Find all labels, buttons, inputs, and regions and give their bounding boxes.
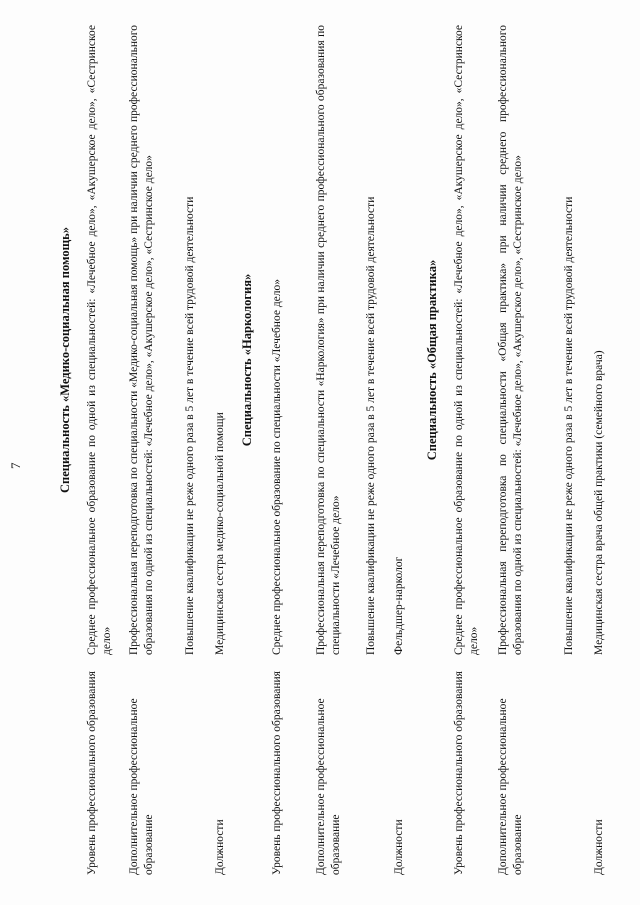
- row-text-education-level: Среднее профессиональное образование по одной из специальностей: «Лечебное дело», «Акушерское дело», «Сестринское дело»: [453, 25, 480, 655]
- row-text-qualification: Повышение квалификации не реже одного раза в 5 лет в течение всей трудовой деятельности: [184, 196, 196, 655]
- row-text-positions: Фельдшер-нарколог: [393, 556, 405, 655]
- section-title: Специальность «Медико-социальная помощь»: [58, 226, 72, 494]
- row-text-education-level: Среднее профессиональное образование по одной из специальностей: «Лечебное дело», «Акушерское дело», «Сестринское дело»: [86, 25, 113, 655]
- row-text-additional-education: Профессиональная переподготовка по специальности «Медико-социальная помощь» при наличии среднего профессионального образования по одной из специальностей: «Лечебное дело», «Акушерское дело», «Сестринское дело»: [128, 25, 155, 655]
- row-text-additional-education: Профессиональная переподготовка по специальности «Общая практика» при наличии среднего профессионального образования по одной из специальностей: «Лечебное дело», «Акушерское дело», «Сестринское дело»: [497, 25, 524, 655]
- row-label-education-level: Уровень профессионального образования: [86, 671, 98, 875]
- section-title: Специальность «Общая практика»: [425, 259, 439, 461]
- row-label-additional-education: Дополнительное профессиональное образование: [315, 698, 342, 875]
- row-label-education-level: Уровень профессионального образования: [271, 671, 283, 875]
- row-label-additional-education: Дополнительное профессиональное образование: [497, 698, 524, 875]
- row-text-positions: Медицинская сестра медико-социальной помощи: [214, 412, 226, 655]
- row-text-qualification: Повышение квалификации не реже одного раза в 5 лет в течение всей трудовой деятельности: [563, 196, 575, 655]
- row-label-positions: Должности: [593, 819, 605, 875]
- row-label-additional-education: Дополнительное профессиональное образование: [128, 698, 155, 875]
- page-number: 7: [8, 462, 23, 469]
- row-label-positions: Должности: [214, 819, 226, 875]
- row-text-education-level: Среднее профессиональное образование по специальности «Лечебное дело»: [271, 278, 283, 655]
- row-text-additional-education: Профессиональная переподготовка по специальности «Наркология» при наличии среднего профессионального образования по специальности «Лечебное дело»: [315, 25, 342, 655]
- row-label-education-level: Уровень профессионального образования: [453, 671, 465, 875]
- section-title: Специальность «Наркология»: [240, 273, 254, 447]
- row-text-positions: Медицинская сестра врача общей практики (семейного врача): [593, 350, 605, 655]
- row-text-qualification: Повышение квалификации не реже одного раза в 5 лет в течение всей трудовой деятельности: [365, 196, 377, 655]
- row-label-positions: Должности: [393, 819, 405, 875]
